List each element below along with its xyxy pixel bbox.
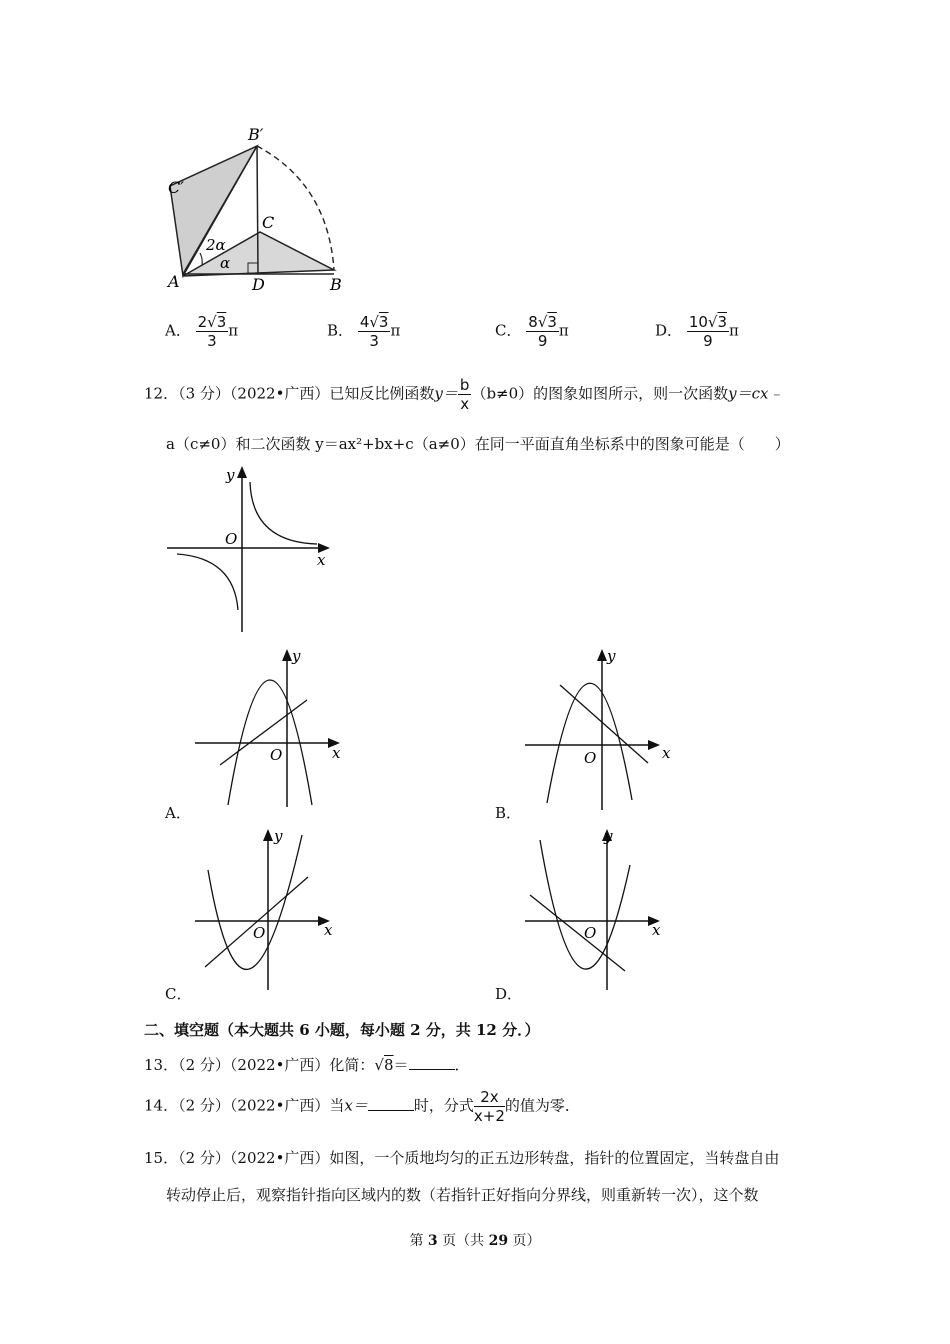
svg-text:y: y <box>292 647 301 665</box>
label-2alpha: 2α <box>206 236 226 254</box>
option-a-fraction: $\frac{2√3}{3}$ <box>197 313 227 350</box>
label-Cprime: C′ <box>168 178 184 197</box>
q12-option-a-label[interactable]: A． <box>165 804 191 822</box>
q12-fraction: $\frac{b}{x}$ <box>459 376 470 413</box>
q14: 14．（2 分）（2022•广西）当x＝ 时，分式 $\frac{2x}{x+2}$ 的值为零． <box>144 1088 580 1125</box>
option-b-fraction: $\frac{4√3}{3}$ <box>359 313 389 350</box>
label-D: D <box>252 275 265 294</box>
q12-option-d-label[interactable]: D． <box>495 985 523 1003</box>
option-c-fraction: $\frac{8√3}{9}$ <box>528 313 557 350</box>
label-alpha: α <box>220 254 231 272</box>
q13-answer-blank[interactable] <box>409 1068 455 1070</box>
q11-option-b[interactable]: B． $\frac{4√3}{3}$ π <box>327 313 401 350</box>
svg-text:O: O <box>584 924 597 942</box>
svg-text:O: O <box>270 746 283 764</box>
svg-text:O: O <box>253 924 266 942</box>
svg-text:x: x <box>652 921 661 939</box>
svg-text:y: y <box>604 827 613 845</box>
svg-text:x: x <box>324 921 333 939</box>
svg-text:y: y <box>226 466 235 484</box>
svg-text:O: O <box>584 749 597 767</box>
q12-graph-d[interactable] <box>520 825 680 990</box>
q11-option-d[interactable]: D． $\frac{10√3}{9}$ π <box>655 313 739 350</box>
q14-fraction: $\frac{2x}{x+2}$ <box>473 1088 505 1125</box>
q11-option-a[interactable]: A． $\frac{2√3}{3}$ π <box>165 313 239 350</box>
total-pages: 29 <box>488 1233 509 1249</box>
angle-arc <box>200 253 202 265</box>
option-d-fraction: $\frac{10√3}{9}$ <box>688 313 728 350</box>
q15-line1: 15．（2 分）（2022•广西）如图，一个质地均匀的正五边形转盘，指针的位置固定，当转盘自由 <box>144 1149 780 1167</box>
q12-line2: a（c≠0）和二次函数 y＝ax²+bx+c（a≠0）在同一平面直角坐标系中的图象可能是（ ） <box>166 435 790 453</box>
q11-figure <box>160 118 360 298</box>
q13: 13．（2 分）（2022•广西）化简：√8＝ ． <box>144 1056 470 1074</box>
label-A: A <box>168 272 180 291</box>
q12-option-c-label[interactable]: C． <box>165 985 192 1003</box>
svg-text:y: y <box>274 827 283 845</box>
svg-text:y: y <box>607 647 616 665</box>
svg-text:x: x <box>662 744 671 762</box>
q14-answer-blank[interactable] <box>368 1109 414 1111</box>
q12-graph-a[interactable] <box>190 645 350 810</box>
segment-BprimeD <box>257 146 258 273</box>
sqrt-symbol: √ <box>374 1056 384 1074</box>
svg-text:x: x <box>332 744 341 762</box>
q11-option-c[interactable]: C． $\frac{8√3}{9}$ π <box>495 313 569 350</box>
svg-text:O: O <box>225 530 238 548</box>
label-Bprime: B′ <box>248 125 264 144</box>
q12-graph-b[interactable] <box>520 645 680 810</box>
svg-text:x: x <box>317 551 326 569</box>
q12-graph-c[interactable] <box>190 825 350 990</box>
q15-line2: 转动停止后，观察指针指向区域内的数（若指针正好指向分界线，则重新转一次），这个数 <box>166 1186 759 1204</box>
label-C: C <box>262 213 275 232</box>
q12-line1: 12．（3 分）（2022•广西）已知反比例函数y＝ $\frac{b}{x}$ （b≠0）的图象如图所示，则一次函数y＝cx﹣ <box>144 376 784 413</box>
page-footer: 第 3 页（共 29 页） <box>409 1233 541 1249</box>
q12-reference-graph <box>162 462 342 637</box>
section-heading: 二、填空题（本大题共 6 小题，每小题 2 分，共 12 分．） <box>144 1021 540 1039</box>
page-number: 3 <box>427 1233 438 1249</box>
q12-option-b-label[interactable]: B． <box>495 804 522 822</box>
label-B: B <box>330 275 342 294</box>
